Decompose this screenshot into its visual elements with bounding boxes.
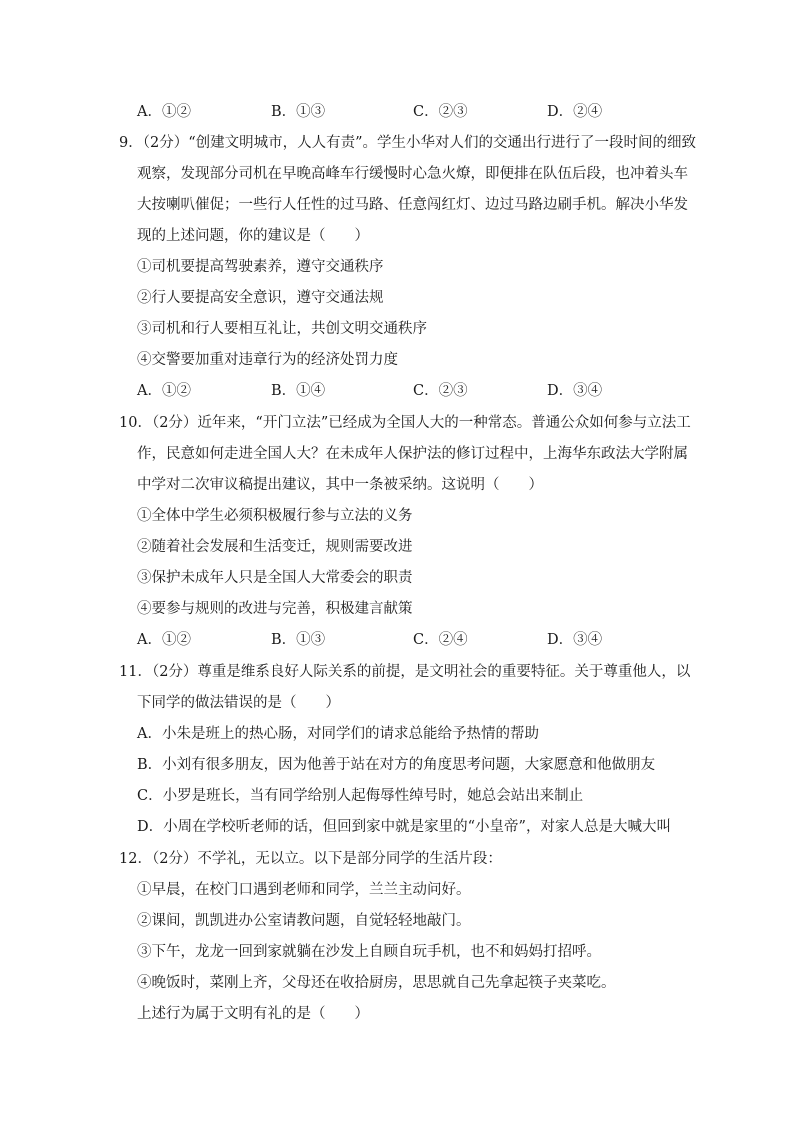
- question-stem-line: 作，民意如何走进全国人大？在未成年人保护法的修订过程中，上海华东政法大学附属: [137, 446, 688, 462]
- option-c: C．②③: [413, 104, 468, 120]
- question-stem-line: 下同学的做法错误的是（ ）: [137, 695, 340, 711]
- statement-item: ①司机要提高驾驶素养，遵守交通秩序: [137, 259, 384, 275]
- choice-b: B．小刘有很多朋友，因为他善于站在对方的角度思考问题，大家愿意和他做朋友: [137, 757, 656, 773]
- statement-item: ③司机和行人要相互礼让，共创文明交通秩序: [137, 321, 427, 337]
- question-stem-line: 观察，发现部分司机在早晚高峰车行缓慢时心急火燎，即便排在队伍后段，也冲着头车: [137, 166, 688, 182]
- option-d: D．③④: [547, 632, 603, 648]
- question-stem-line: 11．（2分）尊重是维系良好人际关系的前提，是文明社会的重要特征。关于尊重他人，以: [119, 664, 691, 680]
- option-b: B．①④: [271, 383, 326, 399]
- choice-a: A．小朱是班上的热心肠，对同学们的请求总能给予热情的帮助: [137, 726, 539, 742]
- statement-item: ②行人要提高安全意识，遵守交通法规: [137, 290, 384, 306]
- choice-d: D．小周在学校听老师的话，但回到家中就是家里的“小皇帝”，对家人总是大喊大叫: [137, 819, 671, 835]
- statement-item: ④交警要加重对违章行为的经济处罚力度: [137, 352, 398, 368]
- option-c: C．②③: [413, 383, 468, 399]
- option-c: C．②④: [413, 632, 468, 648]
- statement-item: ③保护未成年人只是全国人大常委会的职责: [137, 570, 413, 586]
- question-stem-line: 12．（2分）不学礼，无以立。以下是部分同学的生活片段：: [119, 851, 502, 867]
- statement-item: ①早晨，在校门口遇到老师和同学，兰兰主动问好。: [137, 882, 471, 898]
- question-stem-line: 10．（2分）近年来，“开门立法”已经成为全国人大的一种常态。普通公众如何参与立法工: [119, 415, 691, 431]
- question-stem-line: 现的上述问题，你的建议是（ ）: [137, 228, 369, 244]
- option-b: B．①③: [271, 632, 326, 648]
- statement-item: ①全体中学生必须积极履行参与立法的义务: [137, 508, 413, 524]
- question-stem-line: 9．（2分）“创建文明城市，人人有责”。学生小华对人们的交通出行进行了一段时间的细致: [119, 135, 697, 151]
- statement-item: ③下午，龙龙一回到家就躺在沙发上自顾自玩手机，也不和妈妈打招呼。: [137, 944, 601, 960]
- option-a: A．①②: [137, 104, 191, 120]
- option-b: B．①③: [271, 104, 326, 120]
- statement-item: ④要参与规则的改进与完善，积极建言献策: [137, 601, 413, 617]
- question-prompt: 上述行为属于文明有礼的是（ ）: [137, 1006, 369, 1022]
- choice-c: C．小罗是班长，当有同学给别人起侮辱性绰号时，她总会站出来制止: [137, 788, 584, 804]
- question-stem-line: 大按喇叭催促；一些行人任性的过马路、任意闯红灯、边过马路边刷手机。解决小华发: [137, 197, 688, 213]
- statement-item: ②随着社会发展和生活变迁，规则需要改进: [137, 539, 413, 555]
- statement-item: ②课间，凯凯进办公室请教问题，自觉轻轻地敲门。: [137, 913, 471, 929]
- option-d: D．③④: [547, 383, 603, 399]
- option-d: D．②④: [547, 104, 603, 120]
- statement-item: ④晚饭时，菜刚上齐，父母还在收拾厨房，思思就自己先拿起筷子夹菜吃。: [137, 975, 616, 991]
- question-stem-line: 中学对二次审议稿提出建议，其中一条被采纳。这说明（ ）: [137, 477, 543, 493]
- option-a: A．①②: [137, 383, 191, 399]
- option-a: A．①②: [137, 632, 191, 648]
